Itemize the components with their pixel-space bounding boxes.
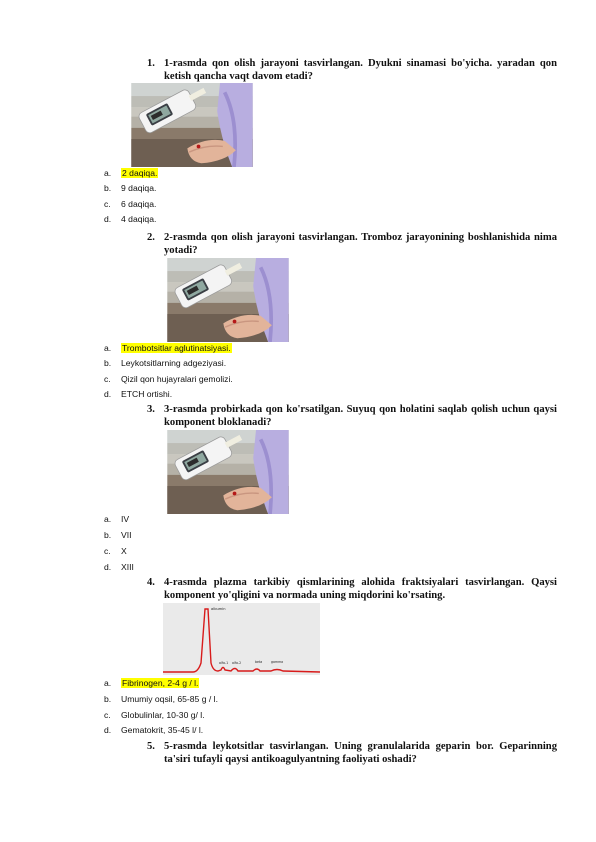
option-letter: b. bbox=[104, 694, 112, 704]
graph-label-albumin: albumin bbox=[211, 607, 226, 611]
question-2 bbox=[147, 231, 557, 257]
question-number: 2. bbox=[147, 232, 155, 243]
option-4b[interactable] bbox=[104, 694, 218, 705]
option-1b[interactable] bbox=[104, 183, 156, 194]
option-1c[interactable] bbox=[104, 199, 156, 210]
option-letter: b. bbox=[104, 183, 112, 193]
blood-sampling-photo bbox=[127, 83, 257, 167]
graph-label-gamma: gamma bbox=[271, 660, 284, 664]
option-letter: d. bbox=[104, 725, 112, 735]
question-text: 2-rasmda qon olish jarayoni tasvirlangan. Tromboz jarayonining boshlanishida nima yotadi? bbox=[164, 232, 557, 256]
option-2a[interactable] bbox=[104, 343, 232, 354]
option-2b[interactable] bbox=[104, 358, 226, 369]
question-text: 3-rasmda probirkada qon ko'rsatilgan. Suyuq qon holatini saqlab qolish uchun qaysi komponent bloklanadi? bbox=[164, 404, 557, 428]
question-number: 4. bbox=[147, 577, 155, 588]
option-letter: c. bbox=[104, 374, 111, 384]
option-3c[interactable] bbox=[104, 546, 127, 557]
option-text: VII bbox=[121, 530, 132, 540]
option-letter: a. bbox=[104, 168, 112, 178]
question-text: 4-rasmda plazma tarkibiy qismlarining alohida fraktsiyalari tasvirlangan. Qaysi komponent yo'qligini va normada uning miqdorini ko'rsating. bbox=[164, 577, 557, 601]
option-4a[interactable] bbox=[104, 678, 199, 689]
question-4 bbox=[147, 576, 557, 602]
option-letter: d. bbox=[104, 562, 112, 572]
option-text: 9 daqiqa. bbox=[121, 183, 157, 193]
question-text: 5-rasmda leykotsitlar tasvirlangan. Uning granulalarida geparin bor. Geparinning ta'siri tufayli qaysi antikoagulyantning faoliyati oshadi? bbox=[164, 741, 557, 765]
option-letter: a. bbox=[104, 678, 112, 688]
option-text: Globulinlar, 10-30 g/ l. bbox=[121, 710, 205, 720]
option-letter: c. bbox=[104, 199, 111, 209]
option-text: Trombotsitlar aglutinatsiyasi. bbox=[122, 343, 231, 353]
graph-label-alfa-2: alfa-2 bbox=[232, 661, 242, 665]
option-4c[interactable] bbox=[104, 710, 205, 721]
blood-sampling-photo bbox=[163, 430, 293, 514]
option-letter: b. bbox=[104, 530, 112, 540]
option-letter: d. bbox=[104, 214, 112, 224]
option-letter: c. bbox=[104, 546, 111, 556]
electrophoresis-graph bbox=[163, 603, 320, 675]
option-text: Gematokrit, 35-45 l/ l. bbox=[121, 725, 204, 735]
option-text: 2 daqiqa. bbox=[122, 168, 158, 178]
option-text: Qizil qon hujayralari gemolizi. bbox=[121, 374, 233, 384]
graph-label-beta: beta bbox=[255, 660, 263, 664]
option-text: ETCH ortishi. bbox=[121, 389, 173, 399]
option-letter: c. bbox=[104, 710, 111, 720]
question-number: 5. bbox=[147, 741, 155, 752]
option-letter: a. bbox=[104, 343, 112, 353]
option-text: XIII bbox=[121, 562, 134, 572]
option-2c[interactable] bbox=[104, 374, 233, 385]
option-text: X bbox=[121, 546, 127, 556]
option-3d[interactable] bbox=[104, 562, 134, 573]
option-2d[interactable] bbox=[104, 389, 172, 400]
question-3 bbox=[147, 403, 557, 429]
option-4d[interactable] bbox=[104, 725, 203, 736]
question-5 bbox=[147, 740, 557, 766]
question-number: 3. bbox=[147, 404, 155, 415]
option-text: 6 daqiqa. bbox=[121, 199, 157, 209]
graph-label-alfa-1: alfa-1 bbox=[219, 661, 229, 665]
option-3a[interactable] bbox=[104, 514, 129, 525]
option-1d[interactable] bbox=[104, 214, 156, 225]
option-text: Leykotsitlarning adgeziyasi. bbox=[121, 358, 227, 368]
question-number: 1. bbox=[147, 58, 155, 69]
option-text: 4 daqiqa. bbox=[121, 214, 157, 224]
option-text: Fibrinogen, 2-4 g / l. bbox=[122, 678, 199, 688]
option-letter: b. bbox=[104, 358, 112, 368]
option-3b[interactable] bbox=[104, 530, 132, 541]
blood-sampling-photo bbox=[163, 258, 293, 342]
option-text: Umumiy oqsil, 65-85 g / l. bbox=[121, 694, 218, 704]
question-text: 1-rasmda qon olish jarayoni tasvirlangan. Dyukni sinamasi bo'yicha. yaradan qon ketish qancha vaqt davom etadi? bbox=[164, 58, 557, 82]
option-1a[interactable] bbox=[104, 168, 158, 179]
option-letter: d. bbox=[104, 389, 112, 399]
question-1 bbox=[147, 57, 557, 83]
option-letter: a. bbox=[104, 514, 112, 524]
option-text: IV bbox=[121, 514, 130, 524]
